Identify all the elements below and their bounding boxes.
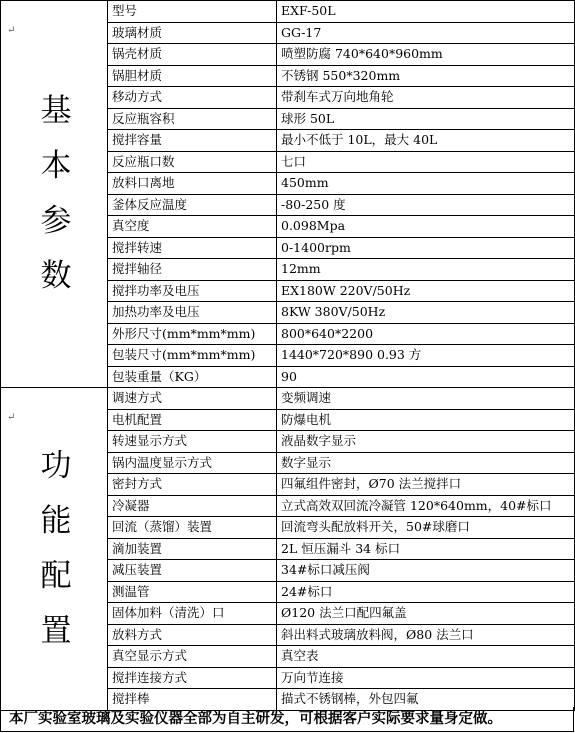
spec-value: 七口 xyxy=(277,151,575,173)
spec-label: 滴加装置 xyxy=(108,538,277,560)
spec-value: 2L 恒压漏斗 34 标口 xyxy=(277,538,575,560)
spec-value: 四氟组件密封，Ø70 法兰搅拌口 xyxy=(277,474,575,496)
spec-value: 1440*720*890 0.93 方 xyxy=(277,345,575,367)
spec-value: GG-17 xyxy=(277,22,575,44)
paragraph-mark-icon: ↵ xyxy=(7,412,16,423)
spec-value: -80-250 度 xyxy=(277,194,575,216)
table-row xyxy=(1,388,575,410)
spec-label: 锅壳材质 xyxy=(108,44,277,66)
spec-value: 不锈钢 550*320mm xyxy=(277,65,575,87)
spec-value: 数字显示 xyxy=(277,452,575,474)
spec-label: 调速方式 xyxy=(108,388,277,410)
spec-value: EX180W 220V/50Hz xyxy=(277,280,575,302)
spec-label: 真空显示方式 xyxy=(108,646,277,668)
spec-label: 转速显示方式 xyxy=(108,431,277,453)
spec-value: 防爆电机 xyxy=(277,409,575,431)
spec-value: 带刹车式万向地角轮 xyxy=(277,87,575,109)
spec-label: 加热功率及电压 xyxy=(108,302,277,324)
spec-value: 8KW 380V/50Hz xyxy=(277,302,575,324)
spec-value: 描式不锈钢棒，外包四氟 xyxy=(277,689,575,711)
spec-label: 密封方式 xyxy=(108,474,277,496)
spec-label: 釜体反应温度 xyxy=(108,194,277,216)
table-row xyxy=(1,1,575,23)
spec-value: 斜出料式玻璃放料阀，Ø80 法兰口 xyxy=(277,624,575,646)
spec-value: Ø120 法兰口配四氟盖 xyxy=(277,603,575,625)
section-title: 基 本 参 数 xyxy=(40,93,72,294)
spec-label: 反应瓶容积 xyxy=(108,108,277,130)
spec-value: 最小不低于 10L，最大 40L xyxy=(277,130,575,152)
spec-value: 回流弯头配放料开关，50#球磨口 xyxy=(277,517,575,539)
spec-label: 固体加料（清洗）口 xyxy=(108,603,277,625)
spec-table-body xyxy=(1,1,575,711)
spec-label: 反应瓶口数 xyxy=(108,151,277,173)
spec-label: 冷凝器 xyxy=(108,495,277,517)
spec-label: 搅拌棒 xyxy=(108,689,277,711)
spec-label: 锅胆材质 xyxy=(108,65,277,87)
spec-label: 搅拌功率及电压 xyxy=(108,280,277,302)
spec-label: 玻璃材质 xyxy=(108,22,277,44)
spec-label: 放料口离地 xyxy=(108,173,277,195)
spec-label: 锅内温度显示方式 xyxy=(108,452,277,474)
spec-value: 喷塑防腐 740*640*960mm xyxy=(277,44,575,66)
spec-label: 放料方式 xyxy=(108,624,277,646)
spec-label: 外形尺寸(mm*mm*mm) xyxy=(108,323,277,345)
spec-label: 减压装置 xyxy=(108,560,277,582)
spec-value: 12mm xyxy=(277,259,575,281)
spec-value: 24#标口 xyxy=(277,581,575,603)
spec-value: 0.098Mpa xyxy=(277,216,575,238)
spec-value: 800*640*2200 xyxy=(277,323,575,345)
spec-value: 立式高效双回流冷凝管 120*640mm，40#标口 xyxy=(277,495,575,517)
section-title: 功 能 配 置 xyxy=(40,447,72,649)
spec-value: 34#标口减压阀 xyxy=(277,560,575,582)
spec-value: 变频调速 xyxy=(277,388,575,410)
spec-label: 移动方式 xyxy=(108,87,277,109)
paragraph-mark-icon: ↵ xyxy=(7,25,16,36)
spec-label: 电机配置 xyxy=(108,409,277,431)
spec-value: 0-1400rpm xyxy=(277,237,575,259)
section-title-cell xyxy=(1,388,108,711)
spec-label: 搅拌连接方式 xyxy=(108,667,277,689)
spec-value: 万向节连接 xyxy=(277,667,575,689)
spec-value: 球形 50L xyxy=(277,108,575,130)
spec-value: EXF-50L xyxy=(277,1,575,23)
spec-label: 搅拌转速 xyxy=(108,237,277,259)
footer-note: 本厂实验室玻璃及实验仪器全部为自主研发，可根据客户实际要求量身定做。 xyxy=(0,707,574,732)
spec-label: 测温管 xyxy=(108,581,277,603)
spec-label: 包装尺寸(mm*mm*mm) xyxy=(108,345,277,367)
spec-label: 搅拌轴径 xyxy=(108,259,277,281)
spec-label: 真空度 xyxy=(108,216,277,238)
spec-value: 90 xyxy=(277,366,575,388)
spec-label: 包装重量（KG） xyxy=(108,366,277,388)
spec-label: 回流（蒸馏）装置 xyxy=(108,517,277,539)
spec-label: 搅拌容量 xyxy=(108,130,277,152)
spec-value: 真空表 xyxy=(277,646,575,668)
section-title-cell xyxy=(1,1,108,388)
spec-value: 450mm xyxy=(277,173,575,195)
spec-label: 型号 xyxy=(108,1,277,23)
spec-value: 液晶数字显示 xyxy=(277,431,575,453)
